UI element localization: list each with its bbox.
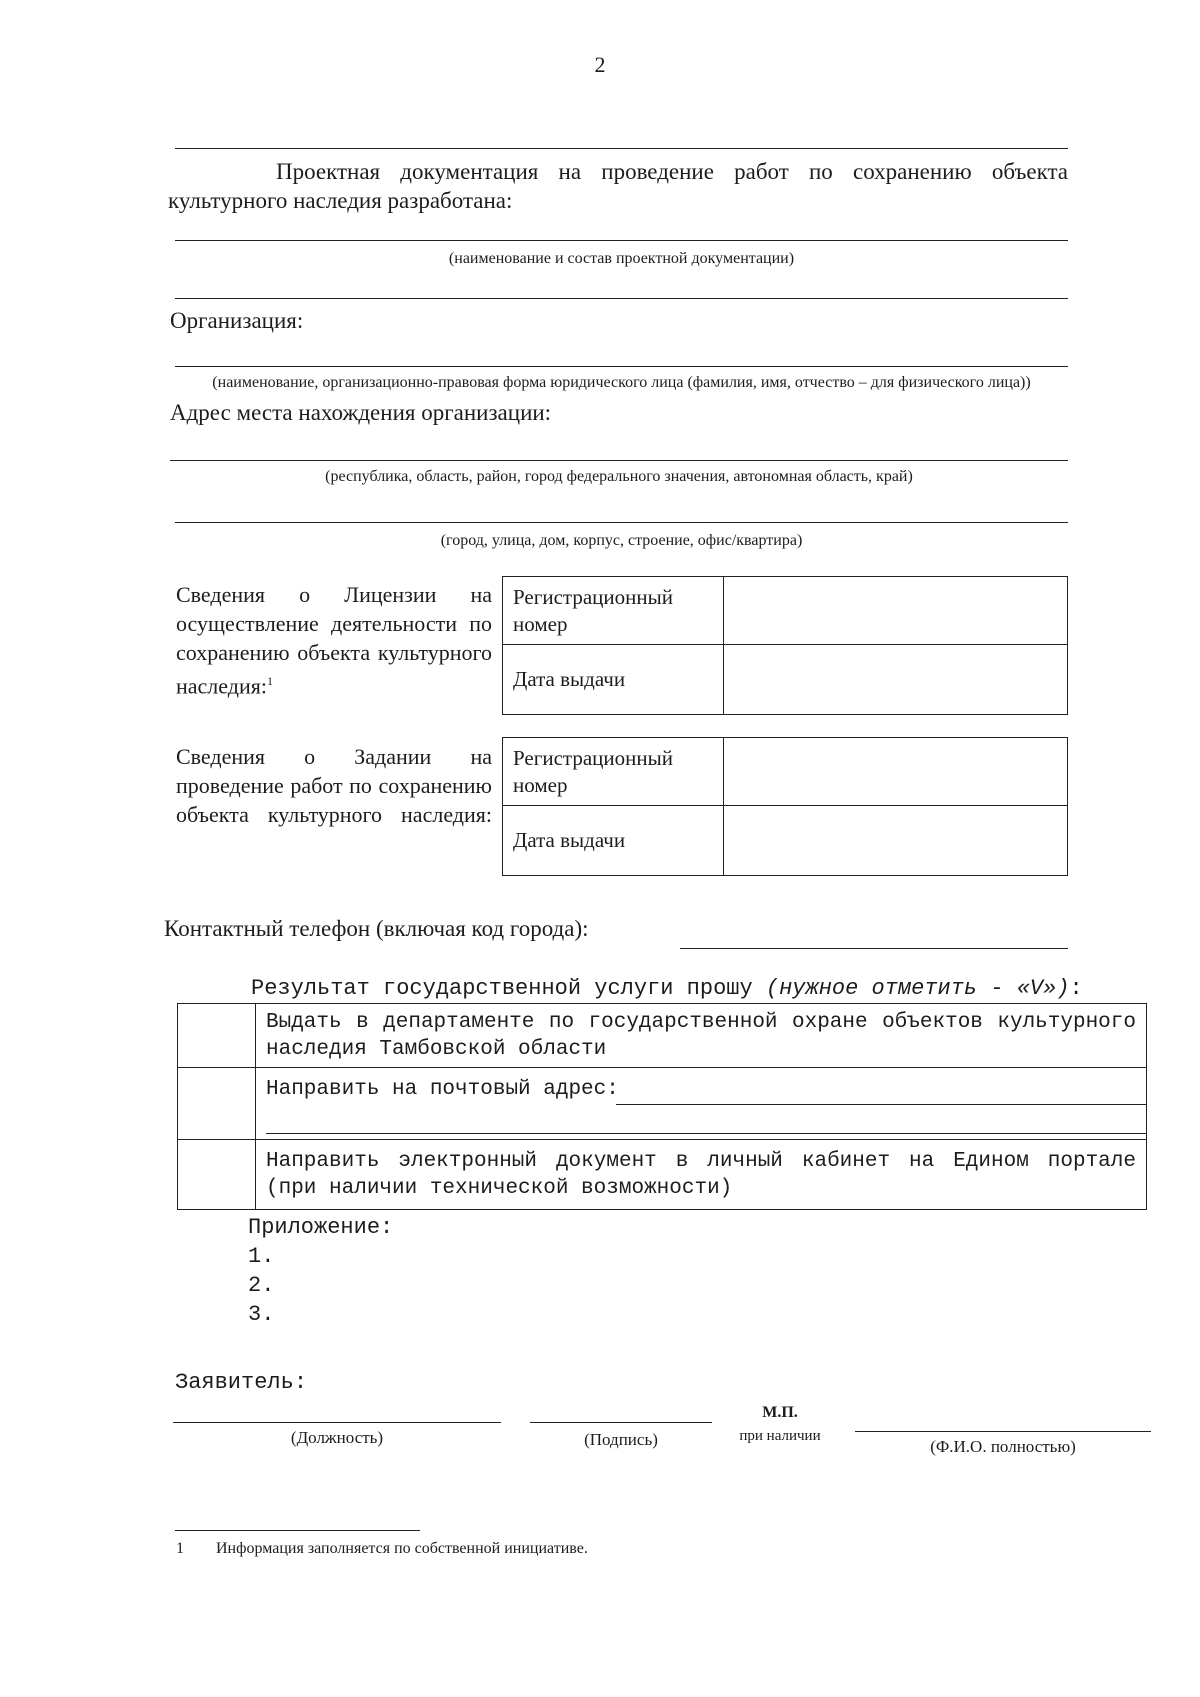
position-caption: (Должность) bbox=[290, 1428, 384, 1447]
organization-line[interactable] bbox=[175, 366, 1068, 367]
project-docs-line[interactable] bbox=[175, 240, 1068, 241]
result-option-2-checkbox[interactable] bbox=[178, 1068, 256, 1140]
result-option-3-text: Направить электронный документ в личный кабинет на Едином портале (при наличии технической возможности) bbox=[256, 1140, 1147, 1210]
result-option-3-checkbox[interactable] bbox=[178, 1140, 256, 1210]
license-table bbox=[502, 576, 1068, 715]
top-rule bbox=[175, 148, 1068, 149]
phone-label: Контактный телефон (включая код города): bbox=[164, 916, 589, 941]
address-region-line[interactable] bbox=[170, 460, 1068, 461]
result-option-2-text: Направить на почтовый адрес: bbox=[266, 1078, 619, 1101]
result-option-1-checkbox[interactable] bbox=[178, 1004, 256, 1068]
address-region-caption: (республика, область, район, город федерального значения, автономная область, край) bbox=[325, 468, 913, 485]
result-heading-hint: (нужное отметить - «V») bbox=[765, 976, 1070, 1001]
address-street-caption: (город, улица, дом, корпус, строение, офис/квартира) bbox=[440, 532, 803, 549]
task-reg-number-field[interactable] bbox=[724, 738, 1068, 806]
result-options-table bbox=[177, 1003, 1147, 1210]
task-table bbox=[502, 737, 1068, 876]
license-reg-number-field[interactable] bbox=[724, 577, 1068, 645]
attachment-label: Приложение: bbox=[248, 1215, 394, 1240]
signature-caption: (Подпись) bbox=[584, 1430, 658, 1449]
postal-address-line-2[interactable] bbox=[266, 1133, 1146, 1134]
attachment-block bbox=[248, 1213, 393, 1329]
organization-caption: (наименование, организационно-правовая форма юридического лица (фамилия, имя, отчество – для физического лица)) bbox=[212, 374, 1031, 391]
project-docs-caption: (наименование и состав проектной документации) bbox=[448, 250, 795, 267]
address-label: Адрес места нахождения организации: bbox=[170, 400, 552, 425]
result-option-2-cell bbox=[256, 1068, 1147, 1140]
project-docs-intro: Проектная документация на проведение работ по сохранению объекта культурного наследия разработана: bbox=[168, 159, 1068, 213]
license-label bbox=[176, 580, 492, 700]
project-docs-line-2[interactable] bbox=[175, 298, 1068, 299]
phone-field-line[interactable] bbox=[680, 948, 1068, 949]
task-label: Сведения о Задании на проведение работ по сохранению объекта культурного наследия: bbox=[176, 744, 492, 827]
applicant-label: Заявитель: bbox=[175, 1370, 308, 1395]
organization-label: Организация: bbox=[170, 308, 304, 333]
footnote-number: 1 bbox=[176, 1540, 184, 1557]
task-issue-date-field[interactable] bbox=[724, 806, 1068, 876]
postal-address-line[interactable] bbox=[616, 1104, 1146, 1105]
position-line[interactable] bbox=[173, 1422, 501, 1423]
stamp-label: М.П. bbox=[762, 1404, 798, 1421]
result-heading bbox=[251, 976, 1083, 1001]
signature-line[interactable] bbox=[530, 1422, 712, 1423]
task-issue-date-label: Дата выдачи bbox=[503, 806, 724, 876]
page-number: 2 bbox=[594, 52, 606, 77]
result-heading-text: Результат государственной услуги прошу bbox=[251, 976, 766, 1001]
address-street-line[interactable] bbox=[175, 522, 1068, 523]
footnote-text: Информация заполняется по собственной инициативе. bbox=[216, 1540, 588, 1557]
fio-line[interactable] bbox=[855, 1431, 1151, 1432]
license-issue-date-field[interactable] bbox=[724, 645, 1068, 715]
attachment-item-2: 2. bbox=[248, 1273, 275, 1298]
result-heading-colon: : bbox=[1069, 976, 1083, 1001]
footnote-ref: 1 bbox=[266, 674, 273, 688]
license-reg-number-label: Регистрационный номер bbox=[503, 577, 724, 645]
footnote-separator bbox=[175, 1530, 420, 1531]
task-reg-number-label: Регистрационный номер bbox=[503, 738, 724, 806]
fio-caption: (Ф.И.О. полностью) bbox=[930, 1437, 1076, 1456]
result-option-1-text: Выдать в департаменте по государственной охране объектов культурного наследия Тамбовской области bbox=[256, 1004, 1147, 1068]
attachment-item-1: 1. bbox=[248, 1244, 275, 1269]
stamp-note: при наличии bbox=[739, 1428, 821, 1444]
license-label-text: Сведения о Лицензии на осуществление деятельности по сохранению объекта культурного наследия: bbox=[176, 582, 492, 699]
license-issue-date-label: Дата выдачи bbox=[503, 645, 724, 715]
attachment-item-3: 3. bbox=[248, 1302, 275, 1327]
